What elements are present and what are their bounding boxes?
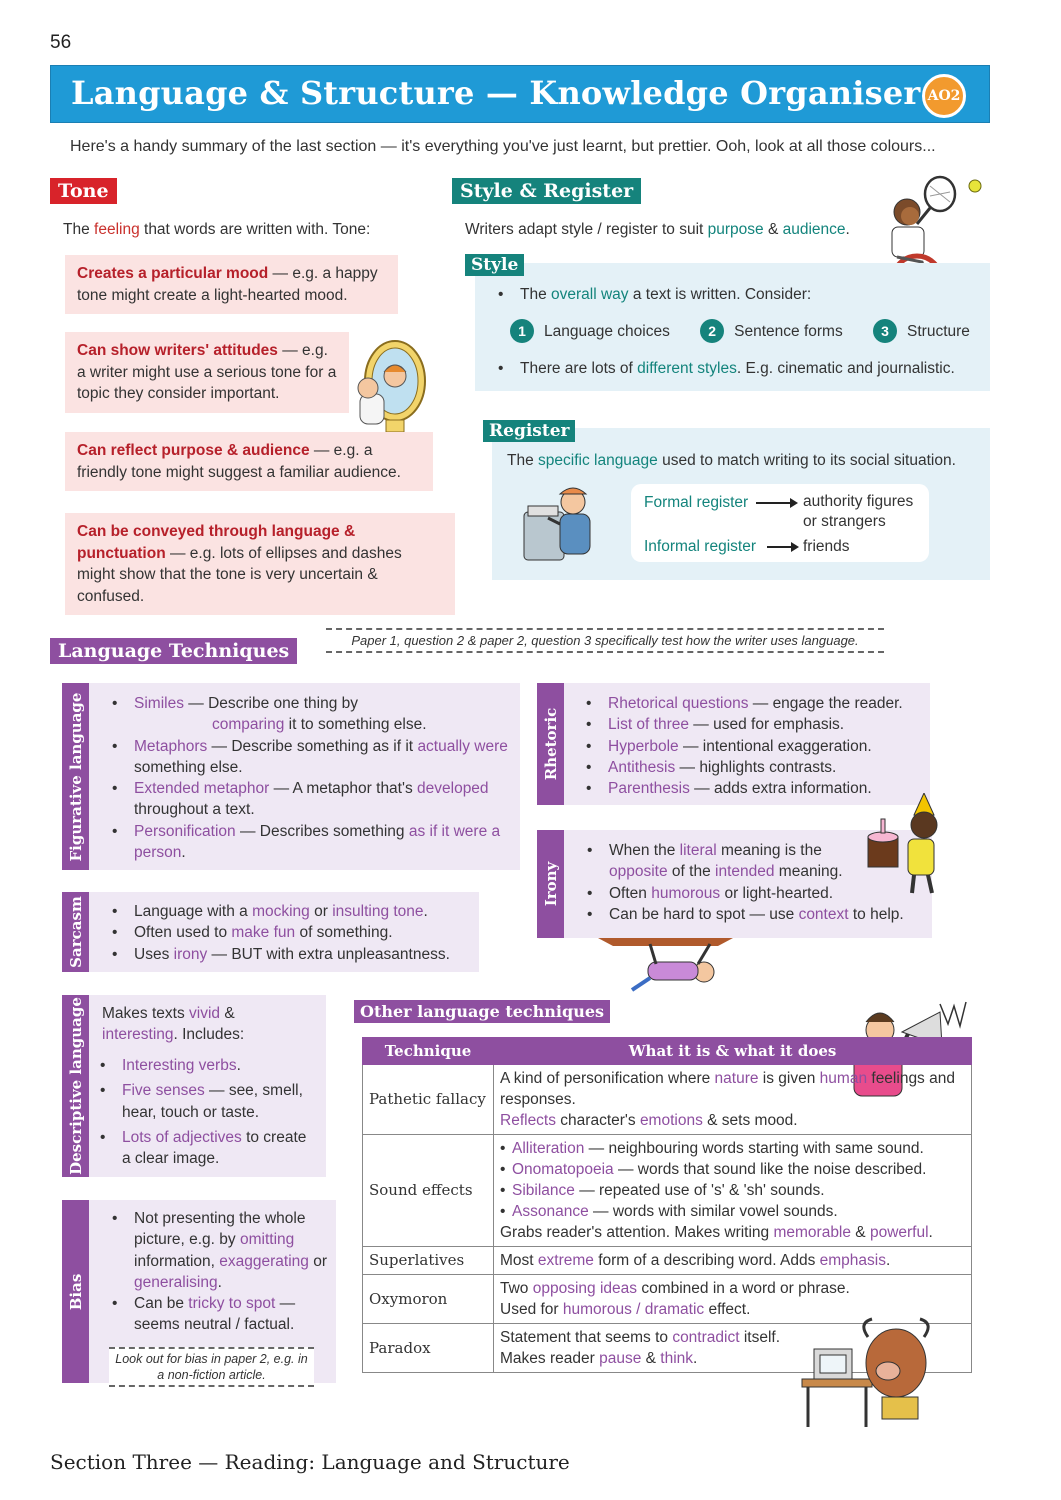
technique-description: Most extreme form of a describing word. Adds emphasis. [494,1247,972,1275]
rhetoric-tab: Rhetoric [537,683,564,805]
descriptive-tab: Descriptive language [62,995,89,1177]
irony-tab: Irony [537,830,564,938]
rhetoric-box [564,683,930,805]
informal-arrow-icon [767,541,799,553]
sound-item: • Alliteration — neighbouring words starting with same sound. [492,1138,965,1159]
bias-note: Look out for bias in paper 2, e.g. in a non-fiction article. [109,1347,314,1387]
bias-box [89,1200,336,1383]
formal-register: Formal register [644,494,749,511]
irony-item: • Often humorous or light-hearted. [579,883,929,904]
sarcasm-item: • Uses irony — BUT with extra unpleasantness. [104,944,474,965]
bias-tab: Bias [62,1200,89,1383]
descriptive-item: • Lots of adjectives to create a clear image. [92,1127,317,1170]
technique-description: Statement that seems to contradict itself. Makes reader pause & think. [494,1324,972,1373]
style-item-1: 1 Language choices [510,319,670,343]
style-bullet-overall: • The overall way a text is written. Consider: [490,284,985,305]
informal-register: Informal register [644,538,756,555]
technique-name: Paradox [363,1324,494,1373]
table-row [363,1247,972,1275]
page-title: Language & Structure — Knowledge Organiser [71,74,921,112]
table-row [363,1065,972,1135]
bias-item: • Not presenting the whole picture, e.g. by omitting information, exaggerating or generalising. [104,1208,329,1293]
formal-arrow-icon [756,497,798,509]
rhetoric-item: • List of three — used for emphasis. [578,714,928,735]
section-footer: Section Three — Reading: Language and Structure [50,1450,570,1474]
irony-item: • When the literal meaning is the opposite of the intended meaning. [579,840,929,883]
figurative-box [89,683,520,870]
language-note: Paper 1, question 2 & paper 2, question 3 specifically test how the writer uses language. [326,628,884,653]
technique-description: A kind of personification where nature is given human feelings and responses. Reflects character's emotions & sets mood. [494,1065,972,1135]
page-number: 56 [50,32,72,53]
rhetoric-item: • Rhetorical questions — engage the reader. [578,693,928,714]
intro-text: Here's a handy summary of the last section — it's everything you've just learnt, but prettier. Ooh, look at all those colours... [70,138,936,155]
table-header-technique: Technique [363,1038,494,1065]
bias-item: • Can be tricky to spot — seems neutral / factual. [104,1293,329,1336]
register-heading: Register [483,420,575,442]
figurative-tab: Figurative language [62,683,89,870]
sound-item: • Onomatopoeia — words that sound like the noise described. [492,1159,965,1180]
other-techniques-heading: Other language techniques [354,1000,610,1023]
style-item-3: 3 Structure [873,319,970,343]
style-register-heading: Style & Register [452,178,641,204]
register-intro: The specific language used to match writing to its social situation. [507,452,956,469]
table-header-row [363,1038,972,1065]
style-list-1 [490,284,985,305]
ao2-badge: AO2 [922,74,966,118]
technique-name: Superlatives [363,1247,494,1275]
rhetoric-item: • Antithesis — highlights contrasts. [578,757,928,778]
sarcasm-item: • Language with a mocking or insulting tone. [104,901,474,922]
style-list-2 [490,358,985,379]
figurative-item: • Personification — Describes something as if it were a person. [104,821,514,864]
informal-register-target: friends [803,538,850,555]
technique-name: Oxymoron [363,1275,494,1324]
formal-register-target: authority figures or strangers [803,493,914,530]
style-bullet-styles: • There are lots of different styles. E.g. cinematic and journalistic. [490,358,985,379]
tone-box-1: Creates a particular mood — e.g. a happy tone might create a light-hearted mood. [65,255,398,314]
tone-heading: Tone [50,178,117,204]
rhetoric-item: • Hyperbole — intentional exaggeration. [578,736,928,757]
style-heading: Style [465,254,524,276]
technique-description: Two opposing ideas combined in a word or phrase. Used for humorous / dramatic effect. [494,1275,972,1324]
tone-box-4: Can be conveyed through language & punctuation — e.g. lots of ellipses and dashes might show that the tone is very uncertain & confused. [65,513,455,615]
sarcasm-box [89,892,479,972]
sarcasm-tab: Sarcasm [62,892,89,972]
mirror-illustration [340,336,430,436]
figurative-item: • Similes — Describe one thing by comparing it to something else. [104,693,514,736]
style-item-2: 2 Sentence forms [700,319,843,343]
sound-item: • Sibilance — repeated use of 's' & 'sh' sounds. [492,1180,965,1201]
style-register-intro: Writers adapt style / register to suit purpose & audience. [465,221,850,238]
technique-name: Pathetic fallacy [363,1065,494,1135]
sarcasm-item: • Often used to make fun of something. [104,922,474,943]
tone-intro: The feeling that words are written with. Tone: [63,221,371,238]
descriptive-item: • Interesting verbs. [92,1055,317,1076]
table-row [363,1135,972,1247]
rhetoric-item: • Parenthesis — adds extra information. [578,778,928,799]
typist-illustration [518,482,603,567]
descriptive-intro: Makes texts vivid & interesting. Includes: [102,1005,245,1044]
bull-computer-illustration [798,1315,948,1433]
tone-box-3: Can reflect purpose & audience — e.g. a friendly tone might suggest a familiar audience. [65,432,433,491]
technique-description: • Alliteration — neighbouring words starting with same sound. • Onomatopoeia — words that sound like the noise described. • Sibilance — repeated use of 's' & 'sh' sounds. • Assonance — words with similar vowel sounds. Grabs reader's attention. Makes writing memorable & powerful. [494,1135,972,1247]
figurative-item: • Extended metaphor — A metaphor that's developed throughout a text. [104,778,514,821]
climber-illustration [598,938,733,996]
style-numbered-items [510,319,970,343]
irony-item: • Can be hard to spot — use context to help. [579,904,929,925]
language-techniques-heading: Language Techniques [50,638,297,664]
technique-name: Sound effects [363,1135,494,1247]
tone-box-2: Can show writers' attitudes — e.g. a writer might use a serious tone for a topic they consider important. [65,332,349,413]
sound-item: • Assonance — words with similar vowel sounds. [492,1201,965,1222]
descriptive-box [89,995,326,1177]
table-header-what: What it is & what it does [494,1038,972,1065]
figurative-item: • Metaphors — Describe something as if it actually were something else. [104,736,514,779]
descriptive-item: • Five senses — see, smell, hear, touch or taste. [92,1080,317,1123]
birthday-cake-illustration [862,793,942,898]
title-bar [50,65,990,123]
